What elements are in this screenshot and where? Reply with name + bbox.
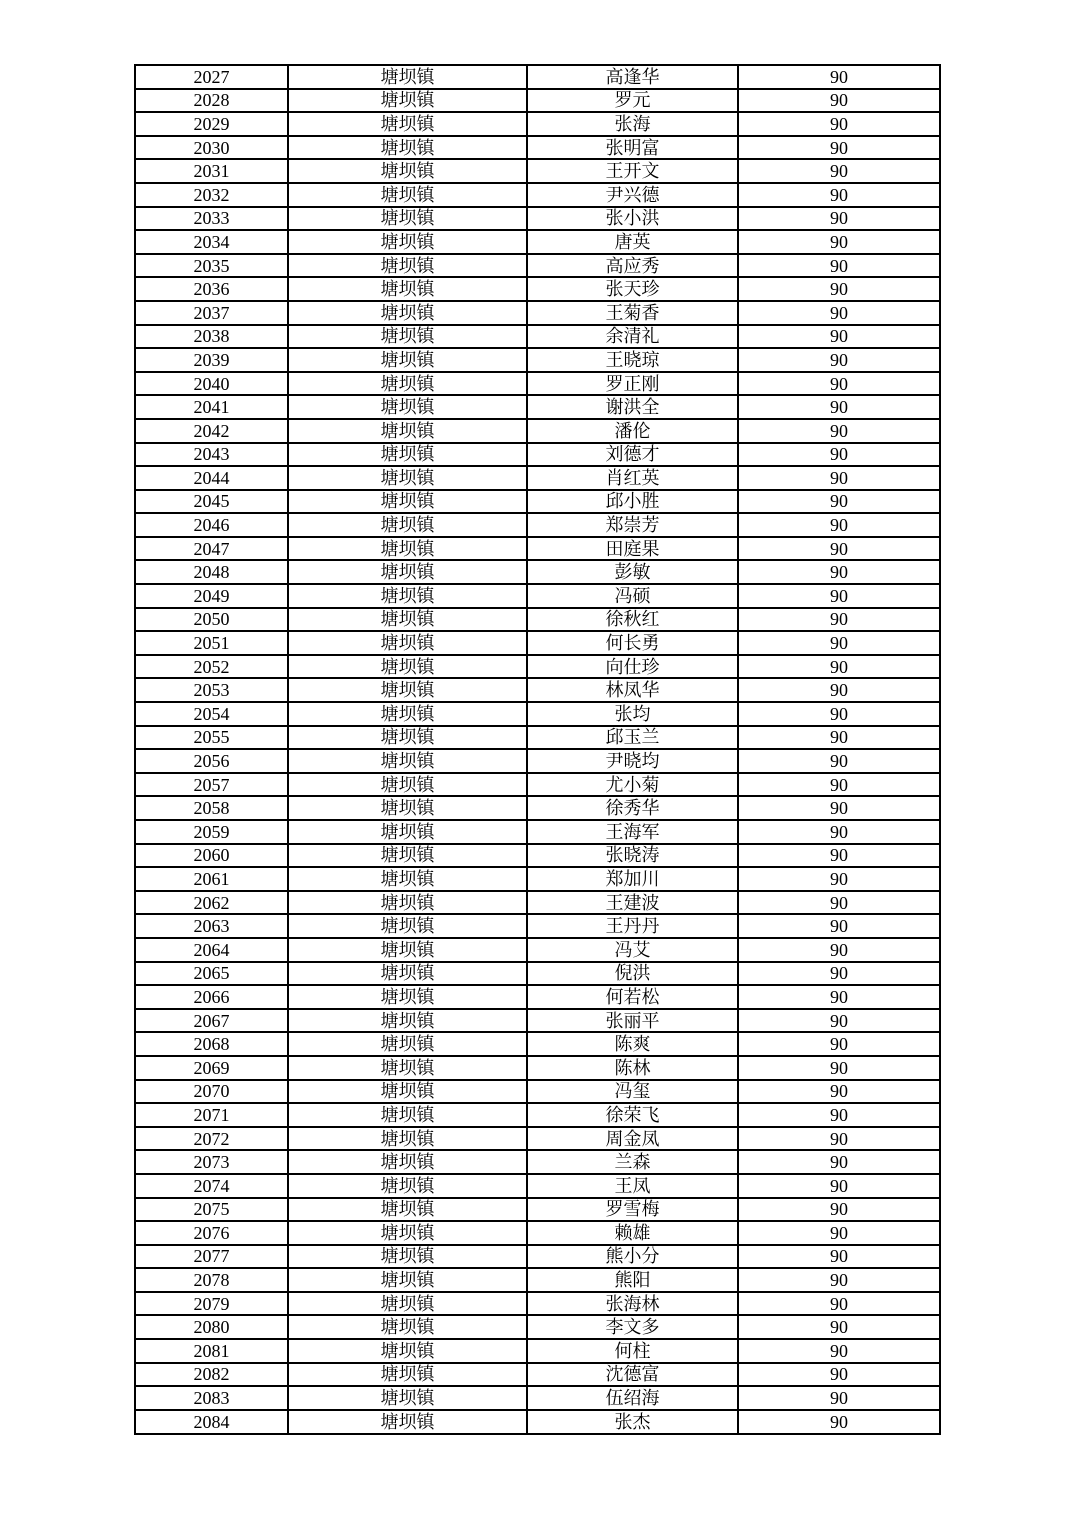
person-name-cell: 陈林: [527, 1056, 738, 1080]
row-number-cell: 2072: [135, 1127, 288, 1151]
town-cell: 塘坝镇: [288, 702, 527, 726]
table-row: [135, 1315, 940, 1339]
town-cell: 塘坝镇: [288, 1292, 527, 1316]
person-name-cell: 张海: [527, 112, 738, 136]
town-cell: 塘坝镇: [288, 395, 527, 419]
person-name-cell: 田庭果: [527, 537, 738, 561]
table-row: [135, 749, 940, 773]
person-name-cell: 尹晓均: [527, 749, 738, 773]
table-row: [135, 1292, 940, 1316]
score-cell: 90: [738, 395, 940, 419]
table-row: [135, 678, 940, 702]
town-cell: 塘坝镇: [288, 372, 527, 396]
town-cell: 塘坝镇: [288, 914, 527, 938]
town-cell: 塘坝镇: [288, 796, 527, 820]
person-name-cell: 兰森: [527, 1150, 738, 1174]
person-name-cell: 王晓琼: [527, 348, 738, 372]
person-name-cell: 何柱: [527, 1339, 738, 1363]
row-number-cell: 2065: [135, 962, 288, 986]
row-number-cell: 2075: [135, 1198, 288, 1222]
table-row: [135, 867, 940, 891]
person-name-cell: 伍绍海: [527, 1386, 738, 1410]
person-name-cell: 王菊香: [527, 301, 738, 325]
score-cell: 90: [738, 702, 940, 726]
score-cell: 90: [738, 867, 940, 891]
score-cell: 90: [738, 372, 940, 396]
score-cell: 90: [738, 891, 940, 915]
town-cell: 塘坝镇: [288, 537, 527, 561]
person-name-cell: 熊阳: [527, 1268, 738, 1292]
person-name-cell: 林凤华: [527, 678, 738, 702]
row-number-cell: 2034: [135, 230, 288, 254]
score-cell: 90: [738, 1103, 940, 1127]
town-cell: 塘坝镇: [288, 1268, 527, 1292]
table-row: [135, 325, 940, 349]
score-cell: 90: [738, 1221, 940, 1245]
person-name-cell: 沈德富: [527, 1363, 738, 1387]
score-cell: 90: [738, 1198, 940, 1222]
town-cell: 塘坝镇: [288, 1315, 527, 1339]
score-cell: 90: [738, 301, 940, 325]
row-number-cell: 2047: [135, 537, 288, 561]
table-row: [135, 1198, 940, 1222]
table-row: [135, 230, 940, 254]
town-cell: 塘坝镇: [288, 254, 527, 278]
row-number-cell: 2073: [135, 1150, 288, 1174]
table-row: [135, 348, 940, 372]
table-row: [135, 773, 940, 797]
score-cell: 90: [738, 914, 940, 938]
table-row: [135, 513, 940, 537]
row-number-cell: 2037: [135, 301, 288, 325]
town-cell: 塘坝镇: [288, 301, 527, 325]
row-number-cell: 2077: [135, 1245, 288, 1269]
town-cell: 塘坝镇: [288, 207, 527, 231]
score-cell: 90: [738, 1410, 940, 1434]
person-name-cell: 肖红英: [527, 466, 738, 490]
score-cell: 90: [738, 207, 940, 231]
row-number-cell: 2032: [135, 183, 288, 207]
row-number-cell: 2044: [135, 466, 288, 490]
score-cell: 90: [738, 844, 940, 868]
town-cell: 塘坝镇: [288, 584, 527, 608]
town-cell: 塘坝镇: [288, 277, 527, 301]
person-name-cell: 徐秋红: [527, 608, 738, 632]
row-number-cell: 2042: [135, 419, 288, 443]
person-name-cell: 郑崇芳: [527, 513, 738, 537]
person-name-cell: 王凤: [527, 1174, 738, 1198]
row-number-cell: 2079: [135, 1292, 288, 1316]
person-name-cell: 冯硕: [527, 584, 738, 608]
row-number-cell: 2038: [135, 325, 288, 349]
row-number-cell: 2063: [135, 914, 288, 938]
table-row: [135, 1245, 940, 1269]
score-cell: 90: [738, 89, 940, 113]
score-cell: 90: [738, 254, 940, 278]
person-name-cell: 刘德才: [527, 443, 738, 467]
table-row: [135, 608, 940, 632]
score-cell: 90: [738, 655, 940, 679]
person-name-cell: 熊小分: [527, 1245, 738, 1269]
town-cell: 塘坝镇: [288, 490, 527, 514]
score-cell: 90: [738, 443, 940, 467]
town-cell: 塘坝镇: [288, 65, 527, 89]
person-name-cell: 张天珍: [527, 277, 738, 301]
table-row: [135, 985, 940, 1009]
row-number-cell: 2041: [135, 395, 288, 419]
person-name-cell: 冯玺: [527, 1080, 738, 1104]
table-row: [135, 89, 940, 113]
person-name-cell: 徐秀华: [527, 796, 738, 820]
row-number-cell: 2053: [135, 678, 288, 702]
person-name-cell: 罗元: [527, 89, 738, 113]
town-cell: 塘坝镇: [288, 1410, 527, 1434]
row-number-cell: 2052: [135, 655, 288, 679]
score-cell: 90: [738, 513, 940, 537]
row-number-cell: 2033: [135, 207, 288, 231]
person-name-cell: 陈爽: [527, 1032, 738, 1056]
row-number-cell: 2066: [135, 985, 288, 1009]
person-name-cell: 潘伦: [527, 419, 738, 443]
town-cell: 塘坝镇: [288, 1245, 527, 1269]
row-number-cell: 2029: [135, 112, 288, 136]
score-cell: 90: [738, 1080, 940, 1104]
town-cell: 塘坝镇: [288, 678, 527, 702]
roster-table-body: [135, 65, 940, 1434]
table-row: [135, 1221, 940, 1245]
row-number-cell: 2069: [135, 1056, 288, 1080]
row-number-cell: 2081: [135, 1339, 288, 1363]
table-row: [135, 419, 940, 443]
person-name-cell: 高应秀: [527, 254, 738, 278]
person-name-cell: 王建波: [527, 891, 738, 915]
person-name-cell: 赖雄: [527, 1221, 738, 1245]
score-cell: 90: [738, 490, 940, 514]
table-row: [135, 395, 940, 419]
person-name-cell: 彭敏: [527, 560, 738, 584]
row-number-cell: 2083: [135, 1386, 288, 1410]
town-cell: 塘坝镇: [288, 985, 527, 1009]
town-cell: 塘坝镇: [288, 1198, 527, 1222]
row-number-cell: 2078: [135, 1268, 288, 1292]
row-number-cell: 2040: [135, 372, 288, 396]
table-row: [135, 796, 940, 820]
person-name-cell: 邱小胜: [527, 490, 738, 514]
row-number-cell: 2064: [135, 938, 288, 962]
row-number-cell: 2054: [135, 702, 288, 726]
table-row: [135, 1363, 940, 1387]
score-cell: 90: [738, 1032, 940, 1056]
score-cell: 90: [738, 183, 940, 207]
person-name-cell: 张晓涛: [527, 844, 738, 868]
score-cell: 90: [738, 277, 940, 301]
row-number-cell: 2035: [135, 254, 288, 278]
person-name-cell: 张小洪: [527, 207, 738, 231]
person-name-cell: 罗正刚: [527, 372, 738, 396]
roster-table: [134, 64, 941, 1435]
row-number-cell: 2036: [135, 277, 288, 301]
town-cell: 塘坝镇: [288, 466, 527, 490]
person-name-cell: 王开文: [527, 159, 738, 183]
person-name-cell: 周金凤: [527, 1127, 738, 1151]
score-cell: 90: [738, 985, 940, 1009]
row-number-cell: 2050: [135, 608, 288, 632]
person-name-cell: 何长勇: [527, 631, 738, 655]
score-cell: 90: [738, 1268, 940, 1292]
score-cell: 90: [738, 1315, 940, 1339]
score-cell: 90: [738, 1245, 940, 1269]
town-cell: 塘坝镇: [288, 1363, 527, 1387]
row-number-cell: 2051: [135, 631, 288, 655]
town-cell: 塘坝镇: [288, 655, 527, 679]
table-row: [135, 1056, 940, 1080]
table-row: [135, 65, 940, 89]
row-number-cell: 2067: [135, 1009, 288, 1033]
row-number-cell: 2062: [135, 891, 288, 915]
row-number-cell: 2060: [135, 844, 288, 868]
town-cell: 塘坝镇: [288, 938, 527, 962]
score-cell: 90: [738, 584, 940, 608]
table-row: [135, 631, 940, 655]
table-row: [135, 490, 940, 514]
town-cell: 塘坝镇: [288, 159, 527, 183]
town-cell: 塘坝镇: [288, 1009, 527, 1033]
town-cell: 塘坝镇: [288, 419, 527, 443]
town-cell: 塘坝镇: [288, 1103, 527, 1127]
town-cell: 塘坝镇: [288, 773, 527, 797]
score-cell: 90: [738, 796, 940, 820]
table-row: [135, 443, 940, 467]
table-row: [135, 301, 940, 325]
score-cell: 90: [738, 1127, 940, 1151]
town-cell: 塘坝镇: [288, 1174, 527, 1198]
person-name-cell: 向仕珍: [527, 655, 738, 679]
score-cell: 90: [738, 560, 940, 584]
table-row: [135, 159, 940, 183]
town-cell: 塘坝镇: [288, 844, 527, 868]
table-row: [135, 183, 940, 207]
score-cell: 90: [738, 608, 940, 632]
row-number-cell: 2068: [135, 1032, 288, 1056]
row-number-cell: 2049: [135, 584, 288, 608]
town-cell: 塘坝镇: [288, 443, 527, 467]
table-row: [135, 962, 940, 986]
score-cell: 90: [738, 1363, 940, 1387]
person-name-cell: 张均: [527, 702, 738, 726]
person-name-cell: 何若松: [527, 985, 738, 1009]
score-cell: 90: [738, 938, 940, 962]
score-cell: 90: [738, 1339, 940, 1363]
table-row: [135, 537, 940, 561]
score-cell: 90: [738, 466, 940, 490]
town-cell: 塘坝镇: [288, 1386, 527, 1410]
row-number-cell: 2057: [135, 773, 288, 797]
town-cell: 塘坝镇: [288, 1056, 527, 1080]
row-number-cell: 2046: [135, 513, 288, 537]
person-name-cell: 李文多: [527, 1315, 738, 1339]
town-cell: 塘坝镇: [288, 1150, 527, 1174]
score-cell: 90: [738, 112, 940, 136]
table-row: [135, 1080, 940, 1104]
person-name-cell: 张丽平: [527, 1009, 738, 1033]
table-row: [135, 1127, 940, 1151]
person-name-cell: 罗雪梅: [527, 1198, 738, 1222]
town-cell: 塘坝镇: [288, 560, 527, 584]
score-cell: 90: [738, 749, 940, 773]
score-cell: 90: [738, 678, 940, 702]
score-cell: 90: [738, 631, 940, 655]
person-name-cell: 王丹丹: [527, 914, 738, 938]
table-row: [135, 466, 940, 490]
table-row: [135, 655, 940, 679]
town-cell: 塘坝镇: [288, 1127, 527, 1151]
table-row: [135, 702, 940, 726]
row-number-cell: 2084: [135, 1410, 288, 1434]
table-row: [135, 1386, 940, 1410]
person-name-cell: 冯艾: [527, 938, 738, 962]
table-row: [135, 207, 940, 231]
table-row: [135, 1268, 940, 1292]
town-cell: 塘坝镇: [288, 1032, 527, 1056]
score-cell: 90: [738, 348, 940, 372]
row-number-cell: 2043: [135, 443, 288, 467]
person-name-cell: 尹兴德: [527, 183, 738, 207]
row-number-cell: 2080: [135, 1315, 288, 1339]
score-cell: 90: [738, 820, 940, 844]
score-cell: 90: [738, 325, 940, 349]
town-cell: 塘坝镇: [288, 513, 527, 537]
person-name-cell: 王海军: [527, 820, 738, 844]
person-name-cell: 唐英: [527, 230, 738, 254]
score-cell: 90: [738, 159, 940, 183]
person-name-cell: 尤小菊: [527, 773, 738, 797]
row-number-cell: 2031: [135, 159, 288, 183]
row-number-cell: 2048: [135, 560, 288, 584]
table-row: [135, 820, 940, 844]
table-row: [135, 136, 940, 160]
town-cell: 塘坝镇: [288, 1080, 527, 1104]
score-cell: 90: [738, 726, 940, 750]
town-cell: 塘坝镇: [288, 325, 527, 349]
table-row: [135, 938, 940, 962]
table-row: [135, 726, 940, 750]
score-cell: 90: [738, 419, 940, 443]
person-name-cell: 倪洪: [527, 962, 738, 986]
table-row: [135, 560, 940, 584]
town-cell: 塘坝镇: [288, 962, 527, 986]
row-number-cell: 2059: [135, 820, 288, 844]
score-cell: 90: [738, 773, 940, 797]
score-cell: 90: [738, 1150, 940, 1174]
row-number-cell: 2039: [135, 348, 288, 372]
score-cell: 90: [738, 1174, 940, 1198]
score-cell: 90: [738, 65, 940, 89]
table-row: [135, 1032, 940, 1056]
table-row: [135, 584, 940, 608]
table-row: [135, 1410, 940, 1434]
town-cell: 塘坝镇: [288, 726, 527, 750]
town-cell: 塘坝镇: [288, 867, 527, 891]
town-cell: 塘坝镇: [288, 230, 527, 254]
table-row: [135, 372, 940, 396]
town-cell: 塘坝镇: [288, 631, 527, 655]
person-name-cell: 余清礼: [527, 325, 738, 349]
town-cell: 塘坝镇: [288, 348, 527, 372]
row-number-cell: 2074: [135, 1174, 288, 1198]
table-row: [135, 1150, 940, 1174]
table-row: [135, 1009, 940, 1033]
town-cell: 塘坝镇: [288, 183, 527, 207]
table-row: [135, 1174, 940, 1198]
town-cell: 塘坝镇: [288, 136, 527, 160]
row-number-cell: 2061: [135, 867, 288, 891]
person-name-cell: 张海林: [527, 1292, 738, 1316]
person-name-cell: 高逢华: [527, 65, 738, 89]
person-name-cell: 谢洪全: [527, 395, 738, 419]
town-cell: 塘坝镇: [288, 1221, 527, 1245]
score-cell: 90: [738, 1009, 940, 1033]
row-number-cell: 2056: [135, 749, 288, 773]
town-cell: 塘坝镇: [288, 749, 527, 773]
row-number-cell: 2082: [135, 1363, 288, 1387]
score-cell: 90: [738, 1056, 940, 1080]
row-number-cell: 2070: [135, 1080, 288, 1104]
table-row: [135, 112, 940, 136]
row-number-cell: 2030: [135, 136, 288, 160]
town-cell: 塘坝镇: [288, 89, 527, 113]
person-name-cell: 邱玉兰: [527, 726, 738, 750]
town-cell: 塘坝镇: [288, 820, 527, 844]
town-cell: 塘坝镇: [288, 891, 527, 915]
row-number-cell: 2058: [135, 796, 288, 820]
person-name-cell: 张明富: [527, 136, 738, 160]
score-cell: 90: [738, 1292, 940, 1316]
person-name-cell: 张杰: [527, 1410, 738, 1434]
person-name-cell: 徐荣飞: [527, 1103, 738, 1127]
row-number-cell: 2076: [135, 1221, 288, 1245]
table-row: [135, 254, 940, 278]
row-number-cell: 2071: [135, 1103, 288, 1127]
table-row: [135, 914, 940, 938]
score-cell: 90: [738, 136, 940, 160]
table-row: [135, 1103, 940, 1127]
score-cell: 90: [738, 962, 940, 986]
score-cell: 90: [738, 230, 940, 254]
table-row: [135, 844, 940, 868]
row-number-cell: 2045: [135, 490, 288, 514]
row-number-cell: 2055: [135, 726, 288, 750]
table-row: [135, 1339, 940, 1363]
row-number-cell: 2027: [135, 65, 288, 89]
table-row: [135, 891, 940, 915]
town-cell: 塘坝镇: [288, 608, 527, 632]
score-cell: 90: [738, 537, 940, 561]
table-row: [135, 277, 940, 301]
town-cell: 塘坝镇: [288, 112, 527, 136]
town-cell: 塘坝镇: [288, 1339, 527, 1363]
score-cell: 90: [738, 1386, 940, 1410]
row-number-cell: 2028: [135, 89, 288, 113]
person-name-cell: 郑加川: [527, 867, 738, 891]
